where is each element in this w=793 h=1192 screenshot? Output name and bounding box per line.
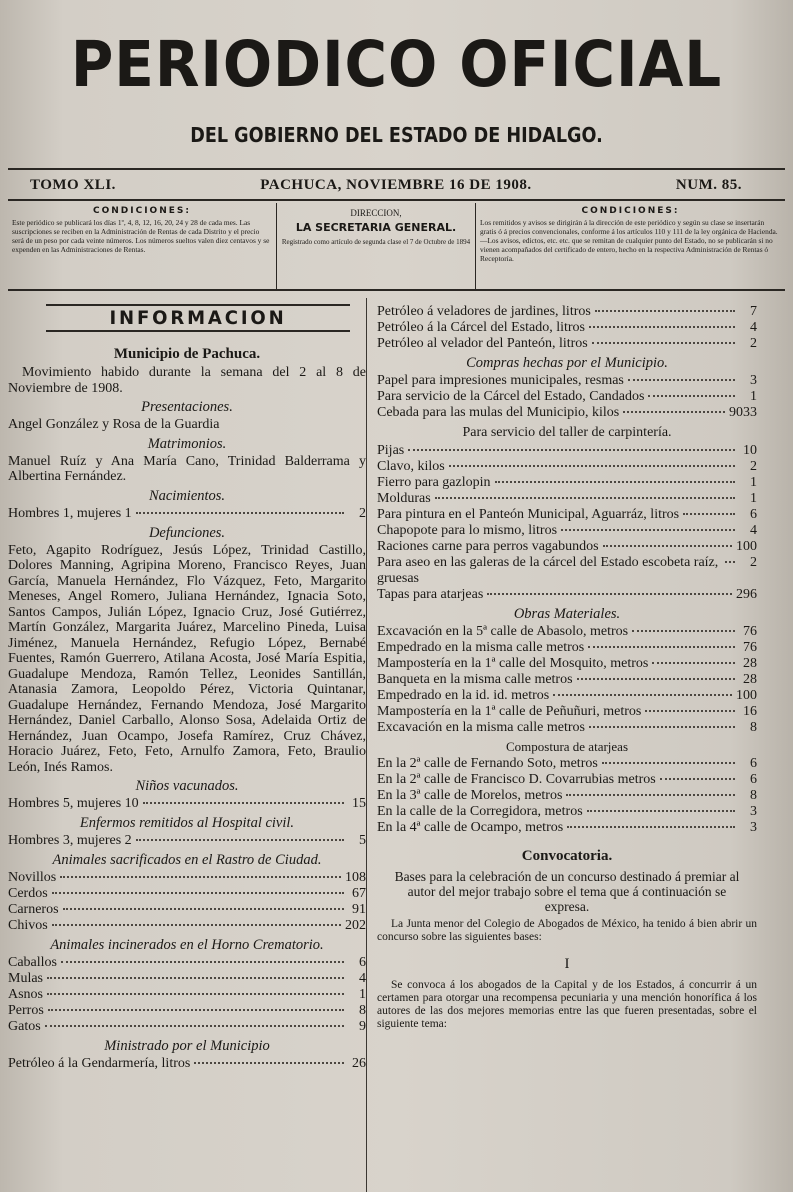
row-label: Empedrado en la misma calle metros — [377, 640, 585, 655]
vacunados-row — [8, 796, 366, 812]
leader-dots — [449, 465, 735, 467]
row-label: Papel para impresiones municipales, resmas — [377, 373, 624, 388]
list-item — [377, 555, 757, 587]
matrimonios-heading: Matrimonios. — [147, 435, 227, 452]
compostura-heading: Compostura de atarjeas — [505, 739, 628, 754]
leader-dots — [577, 678, 735, 680]
horno-list — [8, 955, 366, 1035]
leader-dots — [588, 646, 735, 648]
list-item — [8, 987, 366, 1003]
row-label: Carneros — [8, 902, 59, 917]
list-item — [377, 405, 757, 421]
leader-dots — [52, 924, 341, 926]
taller-list — [377, 443, 757, 603]
rule-under-dateline — [8, 199, 785, 201]
row-label: Fierro para gazlopin — [377, 475, 491, 490]
obras-heading: Obras Materiales. — [513, 606, 621, 622]
row-value: 296 — [736, 587, 757, 602]
leader-dots — [632, 630, 735, 632]
list-item — [377, 523, 757, 539]
row-value: 3 — [750, 373, 757, 388]
base-one-text: Se convoca á los abogados de la Capital y de los Estados, á concurrir á un certamen para otorgar una recompensa pecuniaria y una mención honorífica á los autores de las dos mejores memorias entre las que fueren presentadas, sobre el siguiente tema: — [377, 979, 757, 1030]
movimiento-text: Movimiento habido durante la semana del 2 al 8 de Noviembre de 1908. — [8, 365, 366, 396]
ministrado-list — [8, 1056, 366, 1072]
leader-dots — [561, 529, 735, 531]
row-value: 76 — [743, 640, 757, 655]
direction-label: DIRECCION, — [350, 208, 402, 218]
row-value: 2 — [750, 459, 757, 474]
row-value: 15 — [352, 796, 366, 811]
leader-dots — [603, 545, 732, 547]
compras-heading: Compras hechas por el Municipio. — [466, 355, 668, 371]
nacimientos-heading: Nacimientos. — [148, 487, 226, 504]
conditions-heading-right: CONDICIONES: — [581, 206, 680, 216]
right-column — [367, 298, 787, 1192]
row-label: Asnos — [8, 987, 44, 1002]
hospital-heading: Enfermos remitidos al Hospital civil. — [79, 815, 295, 831]
leader-dots — [52, 892, 344, 894]
place-date: PACHUCA, NOVIEMBRE 16 DE 1908. — [260, 177, 532, 193]
row-label: Novillos — [8, 870, 57, 885]
leader-dots — [592, 342, 735, 344]
list-item — [8, 1003, 366, 1019]
list-item — [8, 870, 366, 886]
row-label: Tapas para atarjeas — [377, 587, 484, 602]
leader-dots — [48, 1009, 344, 1011]
roman-numeral: I — [564, 956, 570, 972]
rastro-heading: Animales sacrificados en el Rastro de Ciudad. — [52, 852, 322, 868]
row-label: Mulas — [8, 971, 43, 986]
row-value: 6 — [750, 507, 757, 522]
row-value: 7 — [750, 304, 757, 319]
hospital-row — [8, 833, 366, 849]
list-item — [377, 304, 757, 320]
list-item — [377, 688, 757, 704]
leader-dots — [645, 710, 735, 712]
list-item — [8, 886, 366, 902]
row-label: Petróleo al velador del Panteón, litros — [377, 336, 588, 351]
direction-name: LA SECRETARIA GENERAL. — [295, 221, 457, 234]
presentaciones-heading: Presentaciones. — [141, 399, 233, 415]
leader-dots — [589, 726, 735, 728]
tomo-label: TOMO XLI. — [30, 177, 116, 193]
row-value: 9033 — [729, 405, 757, 420]
leader-dots — [648, 395, 735, 397]
row-value: 1 — [750, 491, 757, 506]
row-label: Clavo, kilos — [377, 459, 445, 474]
list-item — [8, 955, 366, 971]
list-item — [377, 507, 757, 523]
row-label: Para pintura en el Panteón Municipal, Aguarráz, litros — [377, 507, 680, 522]
row-label: En la calle de la Corregidora, metros — [377, 804, 583, 819]
list-item — [377, 656, 757, 672]
rastro-list — [8, 870, 366, 934]
nacimientos-row — [8, 506, 366, 522]
horno-heading: Animales incinerados en el Horno Crematorio. — [50, 937, 324, 953]
list-item — [377, 475, 757, 491]
row-label: Excavación en la 5ª calle de Abasolo, metros — [377, 624, 629, 639]
leader-dots — [652, 662, 735, 664]
row-value: 2 — [750, 336, 757, 351]
row-value: 6 — [750, 756, 757, 771]
row-label: Chivos — [8, 918, 48, 933]
row-label: Caballos — [8, 955, 57, 970]
newspaper-title: PERIODICO OFICIAL — [70, 28, 723, 101]
row-value: 28 — [743, 672, 757, 687]
list-item — [377, 624, 757, 640]
row-value: 8 — [750, 788, 757, 803]
row-label: Petróleo á la Gendarmería, litros — [8, 1056, 191, 1071]
row-label: Hombres 3, mujeres 2 — [8, 833, 132, 848]
row-label: Gatos — [8, 1019, 41, 1034]
list-item — [377, 459, 757, 475]
row-label: Hombres 1, mujeres 1 — [8, 505, 132, 521]
list-item — [377, 587, 757, 603]
row-label: Pijas — [377, 443, 405, 458]
list-item — [377, 373, 757, 389]
leader-dots — [566, 794, 735, 796]
list-item — [377, 389, 757, 405]
row-label: Perros — [8, 1003, 44, 1018]
row-label: Cebada para las mulas del Municipio, kilos — [377, 405, 620, 420]
petroleo-list — [377, 304, 757, 352]
leader-dots — [136, 839, 344, 841]
row-value: 1 — [750, 389, 757, 404]
leader-dots — [47, 993, 344, 995]
leader-dots — [660, 778, 735, 780]
list-item — [377, 820, 757, 836]
conditions-text-right: Los remitidos y avisos se dirigirán á la dirección de este periódico y según su clase se insertarán gratis ó á precios convencionales, conforme á los artículos 110 y 111 de la ley orgánica de Hacienda.—Los avisos, edictos, etc. etc. que se remitan de cualquier punto del Estado, no se publicarán si no vienen acompañados del certificado de entero, hecho en la respectiva Administración de Rentas ó Receptoría. — [480, 218, 778, 263]
row-value: 4 — [750, 523, 757, 538]
issue-number: NUM. 85. — [675, 177, 742, 193]
row-label: En la 3ª calle de Morelos, metros — [377, 788, 563, 803]
row-value: 67 — [352, 886, 366, 901]
row-label: Cerdos — [8, 886, 48, 901]
dateline — [30, 177, 742, 194]
leader-dots — [136, 512, 344, 514]
row-label: Chapopote para lo mismo, litros — [377, 523, 558, 538]
leader-dots — [628, 379, 735, 381]
row-value: 9 — [359, 1019, 366, 1034]
leader-dots — [408, 449, 735, 451]
leader-dots — [589, 326, 735, 328]
list-item — [377, 720, 757, 736]
row-value: 28 — [743, 656, 757, 671]
list-item — [377, 539, 757, 555]
leader-dots — [623, 411, 725, 413]
leader-dots — [45, 1025, 344, 1027]
list-item — [377, 443, 757, 459]
row-value: 16 — [743, 704, 757, 719]
row-label: En la 2ª calle de Francisco D. Covarrubias metros — [377, 772, 656, 787]
vacunados-heading: Niños vacunados. — [135, 778, 239, 794]
row-value: 10 — [743, 443, 757, 458]
leader-dots — [194, 1062, 344, 1064]
row-value: 5 — [359, 833, 366, 848]
row-value: 202 — [345, 918, 366, 933]
newspaper-subtitle: DEL GOBIERNO DEL ESTADO DE HIDALGO. — [190, 123, 603, 147]
conditions-box-left — [8, 203, 277, 289]
row-value: 4 — [359, 971, 366, 986]
row-label: Excavación en la misma calle metros — [377, 720, 585, 735]
list-item — [377, 672, 757, 688]
leader-dots — [435, 497, 735, 499]
defunciones-text: Feto, Agapito Rodríguez, Jesús López, Trinidad Castillo, Dolores Manning, Agripina Moreno, Francisco Reyes, Juan García, Manuela Hernández, Flo Vázquez, Feto, Margarito Meneses, Angel Romero, Juliana Hernández, Ignacia Soto, Santos Campos, Julián López, Ignacio Cruz, José Gutiérrez, Martín González, Margarita Juárez, Marcelino Pineda, Luisa Jiménez, Manuela Hernández, Refugio López, Bernabé Fuentes, Ramón Guerrero, Atilana Acosta, José María Espitia, Guadalupe Mendoza, Ramón Tellez, Leonides Santillán, Atanasia Zamora, Leopoldo Pérez, Victoria Quintanar, Guadalupe Hernández, Fernando Mendoza, José Margarito Hernández, Daniel Carballo, Alonso Sosa, Adelaida Ortiz de Hernández, Juan Ocampo, Josefa Ramírez, Cruz Chávez, Horacio Juárez, Feto, Feto, Arnulfo Zamora, Feto, Braulio León, Inés Ramos. — [8, 542, 366, 775]
leader-dots — [495, 481, 735, 483]
row-value: 6 — [750, 772, 757, 787]
leader-dots — [553, 694, 732, 696]
row-value: 1 — [359, 987, 366, 1002]
row-value: 108 — [345, 870, 366, 885]
leader-dots — [47, 977, 344, 979]
list-item — [8, 918, 366, 934]
info-boxes — [8, 203, 785, 291]
leader-dots — [63, 908, 344, 910]
registration-note: Registrado como artículo de segunda clase el 7 de Octubre de 1894 — [281, 238, 471, 246]
leader-dots — [567, 826, 735, 828]
row-label: Empedrado en la id. id. metros — [377, 688, 550, 703]
row-label: En la 4ª calle de Ocampo, metros — [377, 820, 564, 835]
rule-top — [8, 168, 785, 170]
row-value: 100 — [736, 539, 757, 554]
body-columns — [0, 298, 793, 1192]
list-item — [377, 772, 757, 788]
direction-box — [277, 203, 476, 289]
defunciones-heading: Defunciones. — [148, 524, 226, 541]
row-label: Petróleo á la Cárcel del Estado, litros — [377, 320, 585, 335]
leader-dots — [595, 310, 735, 312]
row-value: 26 — [352, 1056, 366, 1071]
list-item — [8, 1056, 366, 1072]
list-item — [8, 971, 366, 987]
convocatoria-intro: La Junta menor del Colegio de Abogados de México, ha tenido á bien abrir un concurso sobre las siguientes bases: — [377, 918, 757, 943]
list-item — [377, 804, 757, 820]
convocatoria-text: Bases para la celebración de un concurso destinado á premiar al autor del mejor trabajo sobre el tema que á continuación se expresa. — [394, 869, 740, 914]
leader-dots — [60, 876, 341, 878]
row-value: 8 — [359, 1003, 366, 1018]
leader-dots — [587, 810, 735, 812]
row-label: Para servicio de la Cárcel del Estado, Candados — [377, 389, 645, 404]
row-label: Mampostería en la 1ª calle del Mosquito, metros — [377, 656, 649, 671]
list-item — [377, 640, 757, 656]
list-item — [8, 1019, 366, 1035]
row-value: 76 — [743, 624, 757, 639]
leader-dots — [602, 762, 735, 764]
obras-list — [377, 624, 757, 736]
list-item — [377, 756, 757, 772]
row-label: Para aseo en las galeras de la cárcel del Estado escobeta raíz, gruesas — [377, 555, 719, 586]
compostura-list — [377, 756, 757, 836]
row-value: 2 — [359, 505, 366, 521]
row-label: En la 2ª calle de Fernando Soto, metros — [377, 756, 598, 771]
matrimonios-text: Manuel Ruíz y Ana María Cano, Trinidad Balderrama y Albertina Fernández. — [8, 453, 366, 484]
conditions-heading-left: CONDICIONES: — [93, 206, 191, 216]
row-value: 6 — [359, 955, 366, 970]
row-label: Raciones carne para perros vagabundos — [377, 539, 599, 554]
municipio-heading: Municipio de Pachuca. — [113, 346, 261, 362]
row-value: 3 — [750, 804, 757, 819]
row-value: 8 — [750, 720, 757, 735]
leader-dots — [487, 593, 732, 595]
presentaciones-text: Angel González y Rosa de la Guardia — [8, 417, 220, 432]
row-value: 2 — [750, 555, 757, 570]
row-label: Hombres 5, mujeres 10 — [8, 796, 139, 811]
row-value: 4 — [750, 320, 757, 335]
row-label: Molduras — [377, 491, 431, 506]
conditions-box-right — [476, 203, 785, 289]
left-column — [0, 298, 367, 1192]
leader-dots — [143, 802, 344, 804]
row-value: 100 — [736, 688, 757, 703]
list-item — [377, 320, 757, 336]
list-item — [377, 788, 757, 804]
row-label: Mampostería en la 1ª calle de Peñuñuri, metros — [377, 704, 642, 719]
row-label: Petróleo á veladores de jardines, litros — [377, 304, 591, 319]
section-heading: INFORMACION — [46, 304, 350, 332]
leader-dots — [725, 561, 735, 563]
list-item — [8, 902, 366, 918]
ministrado-heading: Ministrado por el Municipio — [104, 1038, 270, 1054]
leader-dots — [61, 961, 344, 963]
convocatoria-title: Convocatoria. — [521, 848, 613, 864]
list-item — [377, 336, 757, 352]
conditions-text-left: Este periódico se publicará los días 1º, 4, 8, 12, 16, 20, 24 y 28 de cada mes. Las suscripciones se reciben en la Administración de Rentas de cada Distrito y el precio será de un peso por cada veinte números. Los números sueltos valen diez centavos y se expenden en las Administraciones de Rentas. — [12, 218, 270, 254]
list-item — [377, 491, 757, 507]
compras-list — [377, 373, 757, 421]
row-value: 3 — [750, 820, 757, 835]
row-value: 91 — [352, 902, 366, 917]
list-item — [377, 704, 757, 720]
row-value: 1 — [750, 475, 757, 490]
taller-heading: Para servicio del taller de carpintería. — [462, 425, 672, 440]
masthead — [0, 30, 793, 148]
row-label: Banqueta en la misma calle metros — [377, 672, 573, 687]
leader-dots — [683, 513, 735, 515]
